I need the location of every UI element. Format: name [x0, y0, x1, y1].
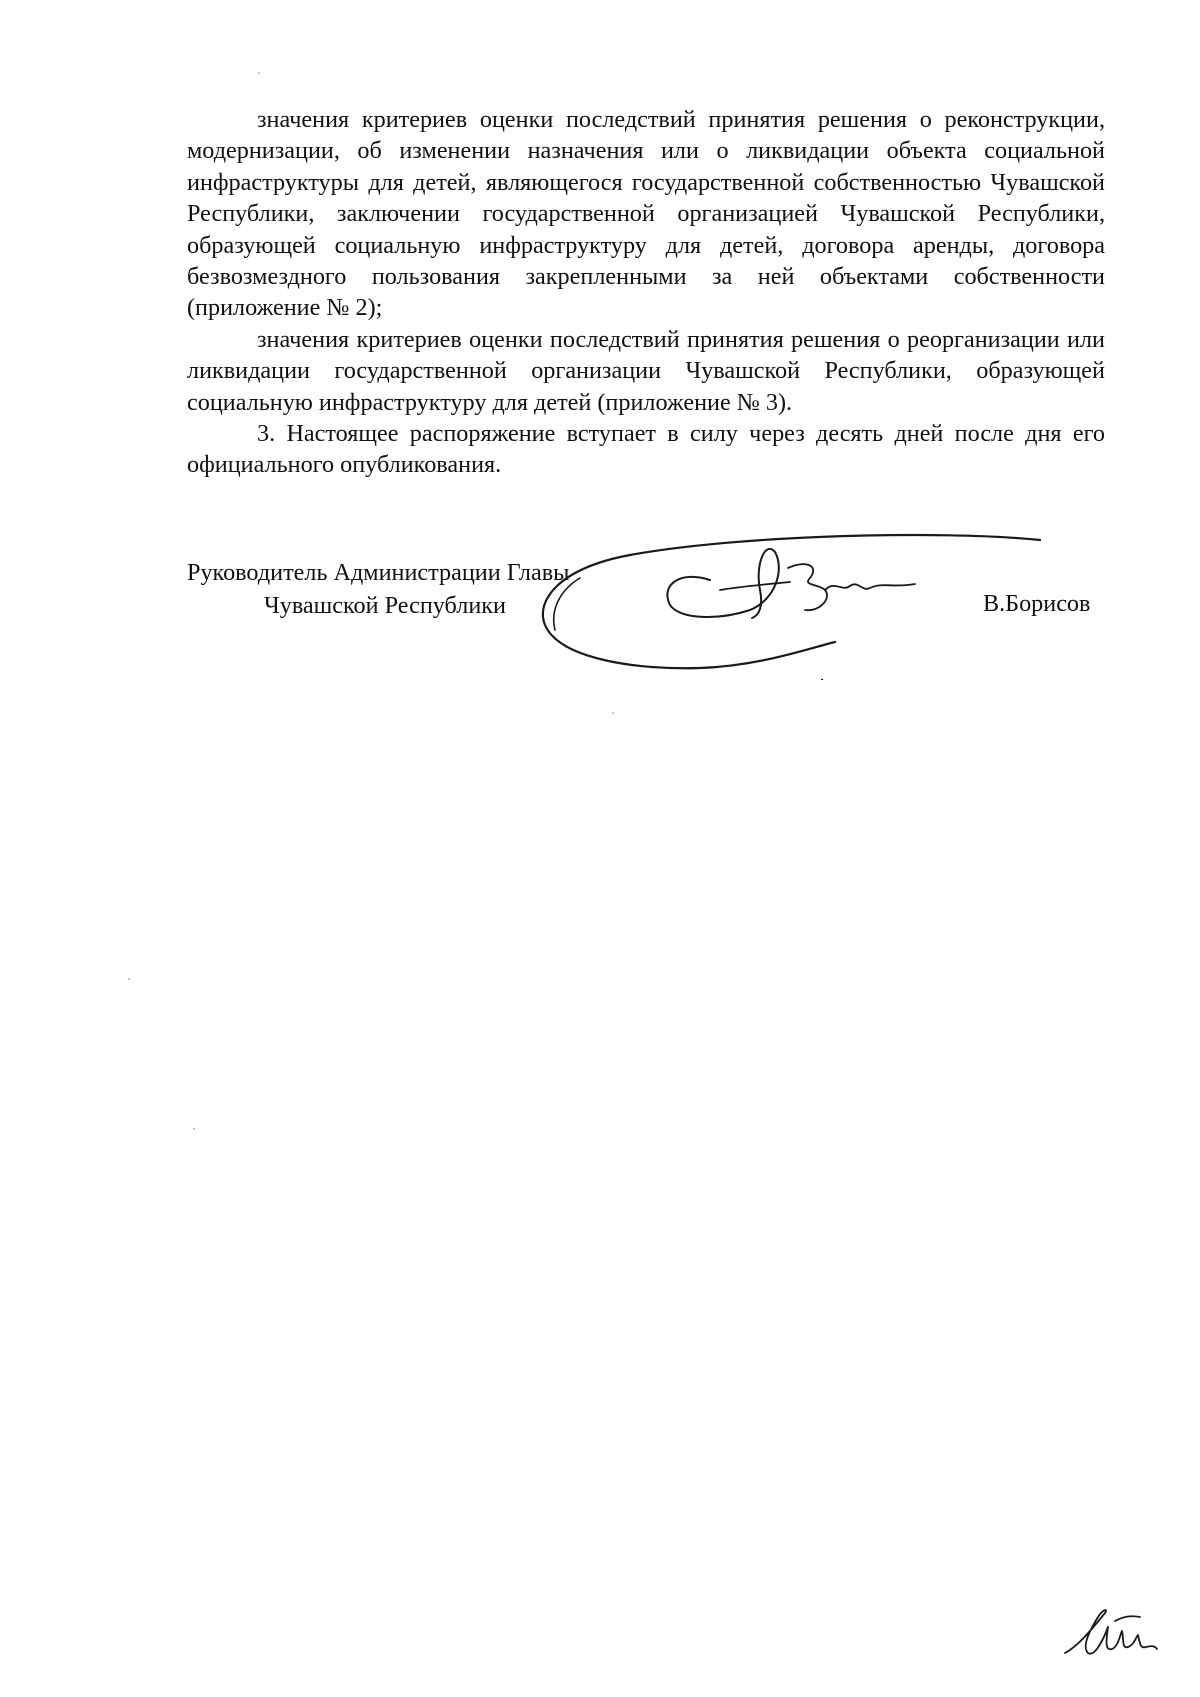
scan-speck [193, 1128, 195, 1130]
paragraph-criteria-reconstruction: значения критериев оценки последствий принятия решения о реконструкции, модернизации, об изменении назначения или о ликвидации объекта социальной инфраструктуры для детей, являющегося государственной собственностью Чувашской Республики, заключении государственной организацией Чувашской Республики, образующей социальную инфраструктуру для детей, договора аренды, договора безвозмездного пользования закрепленными за ней объектами собственности (приложение № 2); [187, 106, 1105, 322]
paragraph-effective-date: 3. Настоящее распоряжение вступает в силу через десять дней после дня его официального опубликования. [187, 420, 1105, 479]
scan-speck [258, 72, 260, 74]
scan-speck [612, 712, 614, 714]
signatory-position [187, 556, 569, 622]
paragraph-criteria-reorganization: значения критериев оценки последствий принятия решения о реорганизации или ликвидации государственной организации Чувашской Республики, образующей социальную инфраструктуру для детей (приложение № 3). [187, 325, 1105, 416]
scan-speck [128, 978, 130, 980]
signatory-position-line1: Руководитель Администрации Главы [187, 559, 570, 586]
signatory-name: В.Борисов [983, 590, 1091, 617]
document-body [187, 104, 1105, 481]
handwritten-initials [1060, 1605, 1160, 1665]
handwritten-signature [520, 520, 1060, 680]
signatory-position-line2: Чувашской Республики [264, 592, 506, 619]
